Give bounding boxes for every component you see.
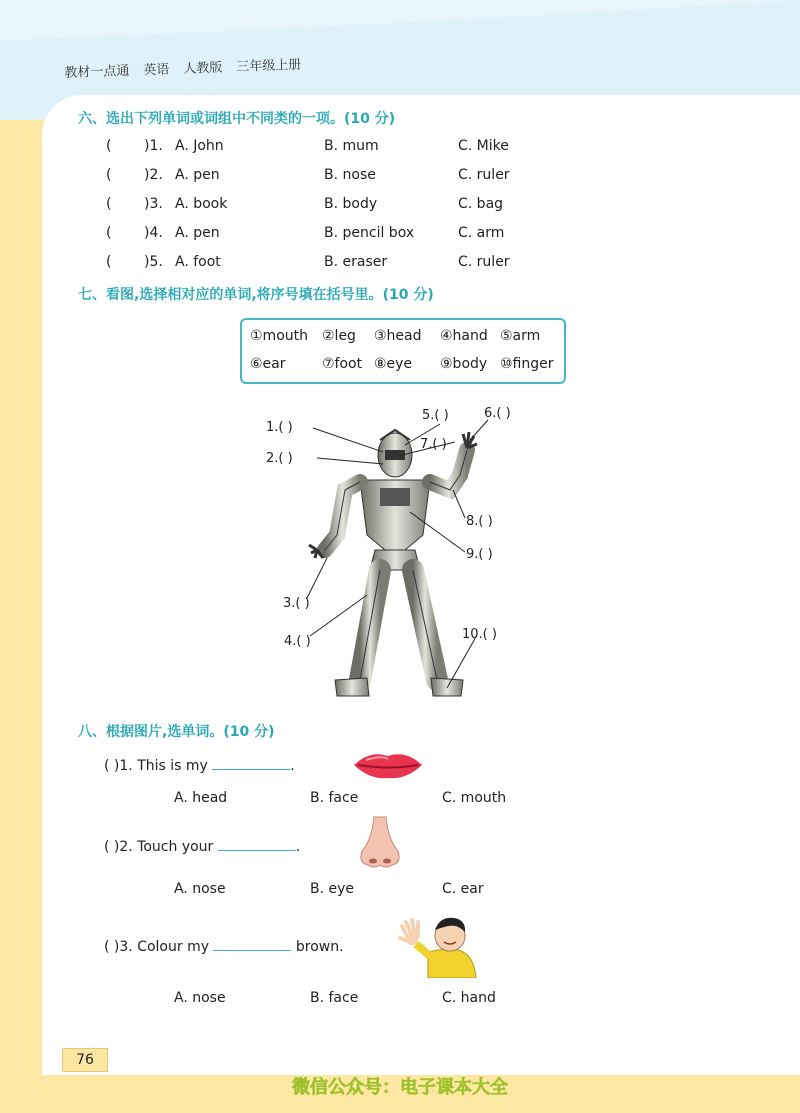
header-grade: 三年级上册 [236, 57, 302, 75]
robot-label-6[interactable]: 6.( ) [484, 406, 511, 421]
word-body: ⑨body [440, 356, 488, 372]
s8-question-3 [104, 936, 344, 955]
answer-bracket[interactable]: ( [106, 196, 112, 212]
nose-picture [358, 815, 402, 871]
sentence-end: . [290, 758, 295, 774]
robot-label-4[interactable]: 4.( ) [284, 634, 311, 649]
question-number: )3. [144, 196, 163, 212]
section8-title: 八、根据图片,选单词。(10 分) [78, 724, 275, 740]
option-c: C. hand [442, 990, 496, 1006]
question-number: )2. [144, 167, 163, 183]
fill-blank[interactable] [212, 755, 290, 770]
answer-bracket[interactable]: ( )1. [104, 758, 133, 774]
word-mouth: ①mouth [250, 328, 308, 344]
option-a: A. foot [175, 254, 221, 270]
option-c: C. mouth [442, 790, 507, 806]
s6-question-5 [100, 254, 700, 276]
word-head: ③head [374, 328, 422, 344]
header-book: 教材一点通 [64, 63, 130, 81]
question-number: )4. [144, 225, 163, 241]
s6-question-1 [100, 138, 700, 160]
option-b: B. body [324, 196, 378, 212]
word-ear: ⑥ear [250, 356, 286, 372]
answer-bracket[interactable]: ( [106, 254, 112, 270]
option-b: B. nose [324, 167, 376, 183]
sentence-start: Colour my [137, 939, 209, 955]
option-b: B. eye [310, 881, 355, 897]
option-a: A. nose [174, 881, 226, 897]
option-b: B. eraser [324, 254, 388, 270]
question-number: )1. [144, 138, 163, 154]
question-number: )5. [144, 254, 163, 270]
word-foot: ⑦foot [322, 356, 363, 372]
answer-bracket[interactable]: ( [106, 225, 112, 241]
option-c: C. Mike [458, 138, 509, 154]
footer-watermark: 微信公众号：电子课本大全 [292, 1077, 508, 1098]
answer-bracket[interactable]: ( )3. [104, 939, 133, 955]
option-c: C. arm [458, 225, 505, 241]
answer-bracket[interactable]: ( [106, 138, 112, 154]
answer-bracket[interactable]: ( )2. [104, 839, 133, 855]
word-arm: ⑤arm [500, 328, 541, 344]
word-leg: ②leg [322, 328, 356, 344]
section7-title: 七、看图,选择相对应的单词,将序号填在括号里。(10 分) [78, 287, 434, 303]
boy-waving-picture [398, 908, 480, 978]
robot-label-3[interactable]: 3.( ) [283, 596, 310, 611]
option-a: A. head [174, 790, 228, 806]
mouth-picture [352, 748, 424, 782]
word-bank [240, 318, 566, 384]
robot-label-9[interactable]: 9.( ) [466, 547, 493, 562]
answer-bracket[interactable]: ( [106, 167, 112, 183]
sentence-end: brown. [295, 939, 344, 955]
option-a: A. pen [175, 225, 220, 241]
header-subject: 英语 [143, 62, 170, 79]
sentence-end: . [295, 839, 301, 855]
option-a: A. John [175, 138, 224, 154]
s6-question-4 [100, 225, 700, 247]
sentence-start: This is my [137, 758, 208, 774]
word-eye: ⑧eye [374, 356, 413, 372]
s6-question-2 [100, 167, 700, 189]
option-b: B. face [310, 790, 359, 806]
page-number: 76 [62, 1048, 108, 1072]
option-c: C. ear [442, 881, 484, 897]
option-c: C. ruler [458, 167, 510, 183]
word-finger: ⑩finger [500, 356, 554, 372]
s8-question-1 [104, 755, 295, 774]
robot-label-1[interactable]: 1.( ) [266, 420, 293, 435]
option-c: C. ruler [458, 254, 510, 270]
header-edition: 人教版 [183, 60, 223, 77]
fill-blank[interactable] [213, 936, 291, 951]
word-hand: ④hand [440, 328, 488, 344]
option-b: B. face [310, 990, 359, 1006]
s8-question-2 [104, 836, 300, 855]
robot-label-7[interactable]: 7.( ) [420, 437, 447, 452]
section6-title: 六、选出下列单词或词组中不同类的一项。(10 分) [78, 111, 396, 127]
robot-label-8[interactable]: 8.( ) [466, 514, 493, 529]
option-b: B. pencil box [324, 225, 415, 241]
robot-illustration [255, 400, 555, 705]
option-a: A. nose [174, 990, 226, 1006]
fill-blank[interactable] [218, 836, 296, 851]
sentence-start: Touch your [137, 839, 214, 855]
robot-label-10[interactable]: 10.( ) [462, 627, 497, 642]
robot-label-5[interactable]: 5.( ) [422, 408, 449, 423]
option-a: A. pen [175, 167, 220, 183]
option-b: B. mum [324, 138, 379, 154]
option-a: A. book [175, 196, 228, 212]
s6-question-3 [100, 196, 700, 218]
robot-label-2[interactable]: 2.( ) [266, 451, 293, 466]
option-c: C. bag [458, 196, 504, 212]
